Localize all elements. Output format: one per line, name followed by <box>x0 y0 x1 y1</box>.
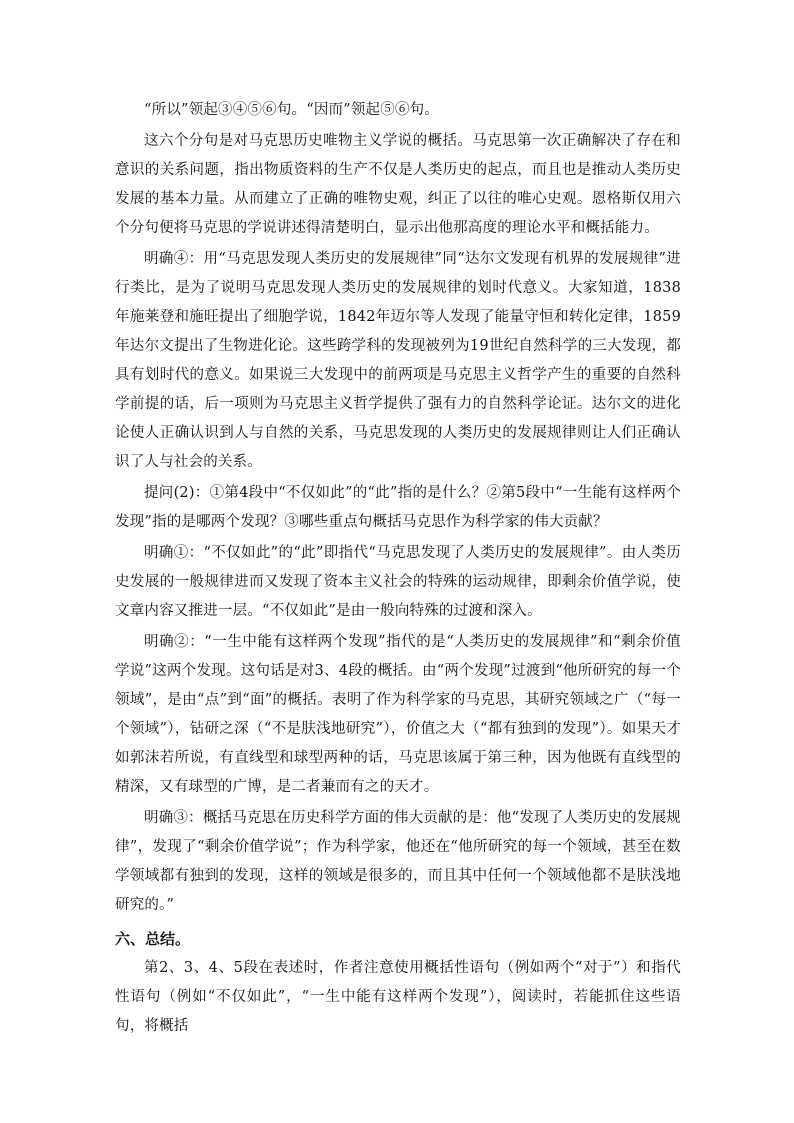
section-heading-summary: 六、总结。 <box>115 930 191 948</box>
paragraph-connectives: “所以”领起③④⑤⑥句。“因而”领起⑤⑥句。 <box>144 102 440 118</box>
paragraph-question-2: 提问(2)：①第4段中“不仅如此”的“此”指的是什么？②第5段中“一生能有这样两个发现”指的是哪两个发现？③哪些重点句概括马克思作为科学家的伟大贡献？ <box>115 485 681 530</box>
paragraph-answer-3: 明确③：概括马克思在历史科学方面的伟大贡献的是：他“发现了人类历史的发展规律”，发现了“剩余价值学说”；作为科学家，他还在“他所研究的每一个领域，甚至在数学领域都有独到的发现，这样的领域是很多的，而且其中任何一个领域他都不是肤浅地研究的。” <box>115 810 681 913</box>
paragraph-answer-2: 明确②：“一生中能有这样两个发现”指代的是“人类历史的发展规律”和“剩余价值学说”这两个发现。这句话是对3、4段的概括。由“两个发现”过渡到“他所研究的每一个领域”，是由“点”到“面”的概括。表明了作为科学家的马克思，其研究领域之广（“每一个领域”），钻研之深（“不是肤浅地研究”），价值之大（“都有独到的发现”）。如果天才如郭沫若所说，有直线型和球型两种的话，马克思该属于第三种，因为他既有直线型的精深，又有球型的广博，是二者兼而有之的天才。 <box>115 634 681 795</box>
paragraph-six-clauses: 这六个分句是对马克思历史唯物主义学说的概括。马克思第一次正确解决了存在和意识的关系问题，指出物质资料的生产不仅是人类历史的起点，而且也是推动人类历史发展的基本力量。从而建立了正确的唯物史观，纠正了以往的唯心史观。恩格斯仅用六个分句便将马克思的学说讲述得清楚明白，显示出他那高度的理论水平和概括能力。 <box>115 133 681 236</box>
paragraph-answer-4: 明确④：用“马克思发现人类历史的发展规律”同“达尔文发现有机界的发展规律”进行类比，是为了说明马克思发现人类历史的发展规律的划时代意义。大家知道，1838年施莱登和施旺提出了细胞学说，1842年迈尔等人发现了能量守恒和转化定律，1859年达尔文提出了生物进化论。这些跨学科的发现被列为19世纪自然科学的三大发现，都具有划时代的意义。如果说三大发现中的前两项是马克思主义哲学产生的重要的自然科学前提的话，后一项则为马克思主义哲学提供了强有力的自然科学论证。达尔文的进化论使人正确认识到人与自然的关系，马克思发现的人类历史的发展规律则让人们正确认识了人与社会的关系。 <box>115 251 681 470</box>
paragraph-summary: 第2、3、4、5段在表述时，作者注意使用概括性语句（例如两个“对于”）和指代性语句（例如“不仅如此”，“一生中能有这样两个发现”），阅读时，若能抓住这些语句，将概括 <box>115 960 681 1034</box>
paragraph-answer-1: 明确①：“不仅如此”的“此”即指代“马克思发现了人类历史的发展规律”。由人类历史发展的一般规律进而又发现了资本主义社会的特殊的运动规律，即剩余价值学说，使文章内容又推进一层。“不仅如此”是由一般向特殊的过渡和深入。 <box>115 545 681 619</box>
document-page <box>115 96 681 1043</box>
